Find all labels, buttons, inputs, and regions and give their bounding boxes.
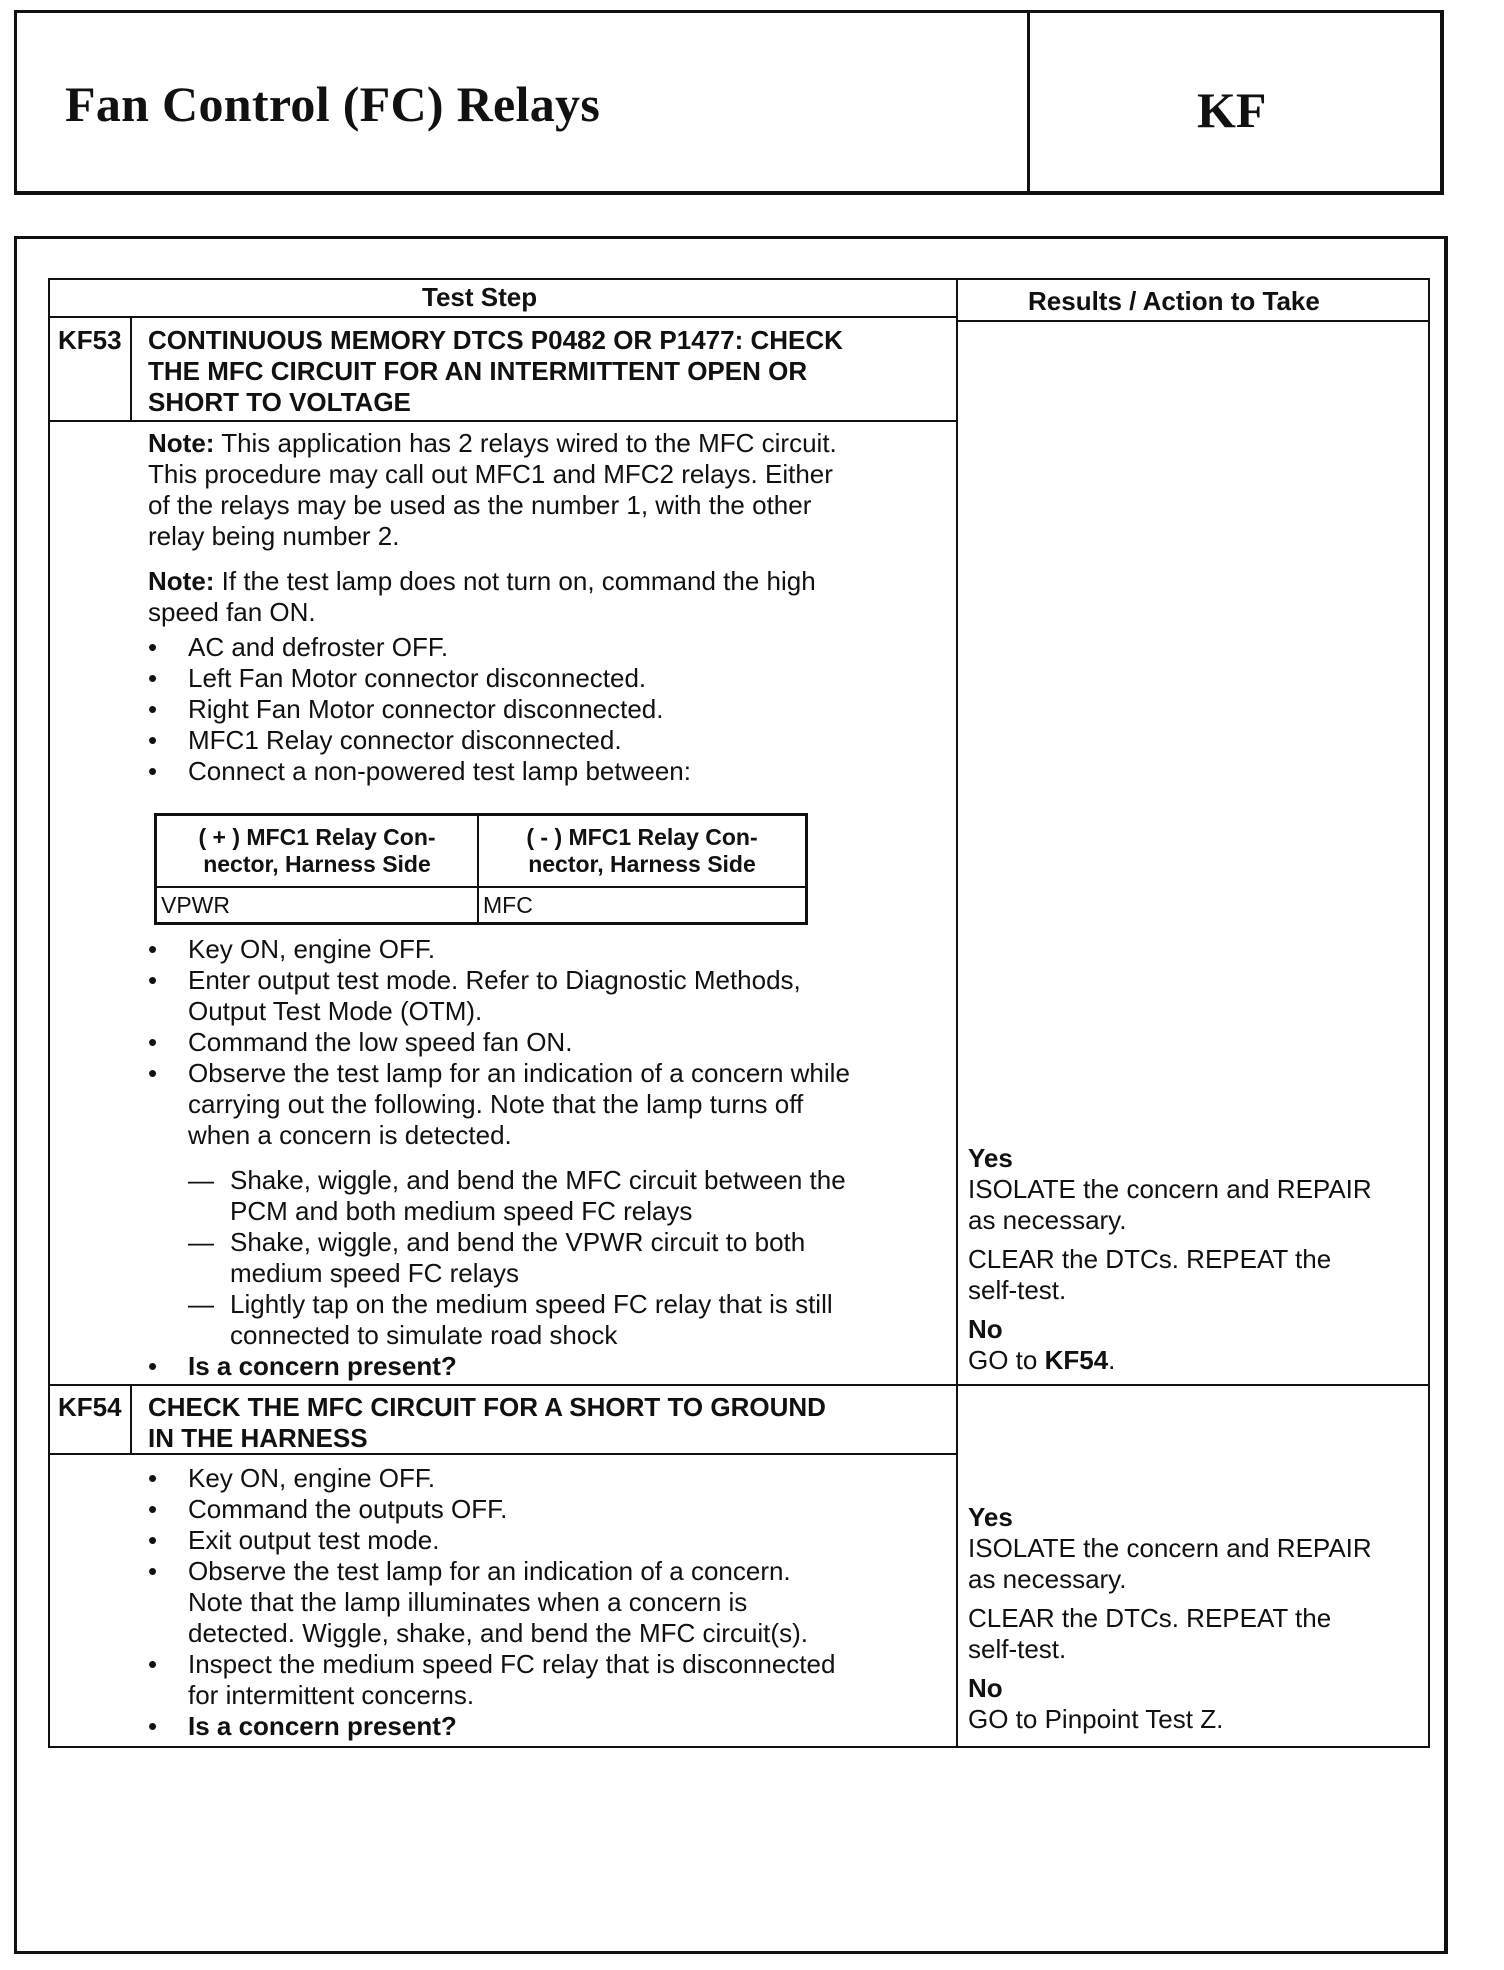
list-item: • Observe the test lamp for an indication of a concern. Note that the lamp illuminates when a concern is detected. Wiggle, shake, and bend the MFC circuit(s). — [148, 1556, 948, 1649]
list-item: — Lightly tap on the medium speed FC relay that is still connected to simulate road shock — [148, 1289, 948, 1351]
kf53-step-code: KF53 — [58, 325, 122, 355]
kf53-step-title: CONTINUOUS MEMORY DTCS P0482 OR P1477: CHECK THE MFC CIRCUIT FOR AN INTERMITTENT OPEN OR SHORT TO VOLTAGE — [148, 325, 843, 417]
kf54-yes-label: Yes — [968, 1502, 1013, 1532]
list-item: • Right Fan Motor connector disconnected. — [148, 694, 948, 725]
kf53-code-divider — [130, 316, 132, 420]
list-item: • Enter output test mode. Refer to Diagnostic Methods, Output Test Mode (OTM). — [148, 965, 948, 1027]
kf54-step-code: KF54 — [58, 1392, 122, 1422]
table-border-bottom — [48, 1746, 1430, 1748]
kf53-check-list — [148, 1165, 948, 1351]
list-item: • AC and defroster OFF. — [148, 632, 948, 663]
kf54-step-title: CHECK THE MFC CIRCUIT FOR A SHORT TO GROUND IN THE HARNESS — [148, 1392, 826, 1453]
table-border-right — [1428, 278, 1430, 1748]
kf53-title-rule — [48, 420, 958, 422]
header-divider — [1027, 13, 1030, 191]
list-item: • Inspect the medium speed FC relay that is disconnected for intermittent concerns. — [148, 1649, 948, 1711]
list-item: — Shake, wiggle, and bend the MFC circuit between the PCM and both medium speed FC relays — [148, 1165, 948, 1227]
kf54-body — [148, 1463, 948, 1742]
list-item: • MFC1 Relay connector disconnected. — [148, 725, 948, 756]
kf53-results: Yes ISOLATE the concern and REPAIR as necessary. CLEAR the DTCs. REPEAT the self-test. No GO to KF54. — [968, 1143, 1424, 1376]
lamp-positive-header: ( + ) MFC1 Relay Con- nector, Harness Side — [198, 824, 436, 877]
kf53-note-1: Note: This application has 2 relays wired to the MFC circuit. This procedure may call out MFC1 and MFC2 relays. Either of the relays may be used as the number 1, with the other relay being number 2. — [148, 428, 837, 551]
kf53-note-2: Note: If the test lamp does not turn on, command the high speed fan ON. — [148, 566, 816, 627]
kf54-question: • Is a concern present? — [148, 1711, 948, 1742]
kf53-no-action: GO to KF54. — [968, 1345, 1116, 1375]
kf53-kf54-rule — [48, 1384, 1430, 1386]
col-test-step-header: Test Step — [422, 282, 538, 312]
col-results-header: Results / Action to Take — [1028, 286, 1320, 316]
kf53-setup-list — [148, 632, 948, 787]
column-divider — [956, 278, 958, 1748]
list-item: • Observe the test lamp for an indication of a concern while carrying out the following. Note that the lamp turns off when a concern is detected. — Shake, wiggle, and bend the MFC circuit between the PCM and both medium speed FC relays — Shake, wiggle, and bend the VPWR circuit to both medium speed FC relays — Lightly tap on the medium speed FC relay that is still connected to simulate road shock — [148, 1058, 948, 1351]
list-item: • Key ON, engine OFF. — [148, 1463, 948, 1494]
kf53-yes-label: Yes — [968, 1143, 1013, 1173]
step-header-rule — [48, 316, 958, 318]
list-item: — Shake, wiggle, and bend the VPWR circuit to both medium speed FC relays — [148, 1227, 948, 1289]
page-header — [14, 10, 1444, 195]
kf54-no-label: No — [968, 1673, 1003, 1703]
list-item: • Command the outputs OFF. — [148, 1494, 948, 1525]
kf54-code-divider — [130, 1384, 132, 1454]
list-item: • Connect a non-powered test lamp between: — [148, 756, 948, 787]
page-title: Fan Control (FC) Relays — [65, 76, 601, 132]
section-code: KF — [1197, 82, 1267, 138]
result-header-rule — [956, 320, 1430, 322]
list-item: • Key ON, engine OFF. — [148, 934, 948, 965]
kf53-procedure — [148, 934, 948, 1382]
kf53-no-label: No — [968, 1314, 1003, 1344]
table-border-top — [48, 278, 1430, 280]
kf54-no-action: GO to Pinpoint Test Z. — [968, 1704, 1224, 1734]
kf53-body — [148, 428, 948, 787]
kf54-results: Yes ISOLATE the concern and REPAIR as necessary. CLEAR the DTCs. REPEAT the self-test. No GO to Pinpoint Test Z. — [968, 1502, 1424, 1735]
kf54-procedure-list — [148, 1463, 948, 1742]
lamp-negative-header: ( - ) MFC1 Relay Con- nector, Harness Side — [526, 824, 758, 877]
list-item: • Exit output test mode. — [148, 1525, 948, 1556]
list-item: • Left Fan Motor connector disconnected. — [148, 663, 948, 694]
test-lamp-table — [154, 813, 808, 925]
kf53-question: • Is a concern present? — [148, 1351, 948, 1382]
lamp-positive-value: VPWR — [161, 892, 230, 918]
lamp-negative-value: MFC — [483, 892, 533, 918]
table-border-left — [48, 278, 50, 1748]
kf53-procedure-list — [148, 934, 948, 1382]
list-item: • Command the low speed fan ON. — [148, 1027, 948, 1058]
